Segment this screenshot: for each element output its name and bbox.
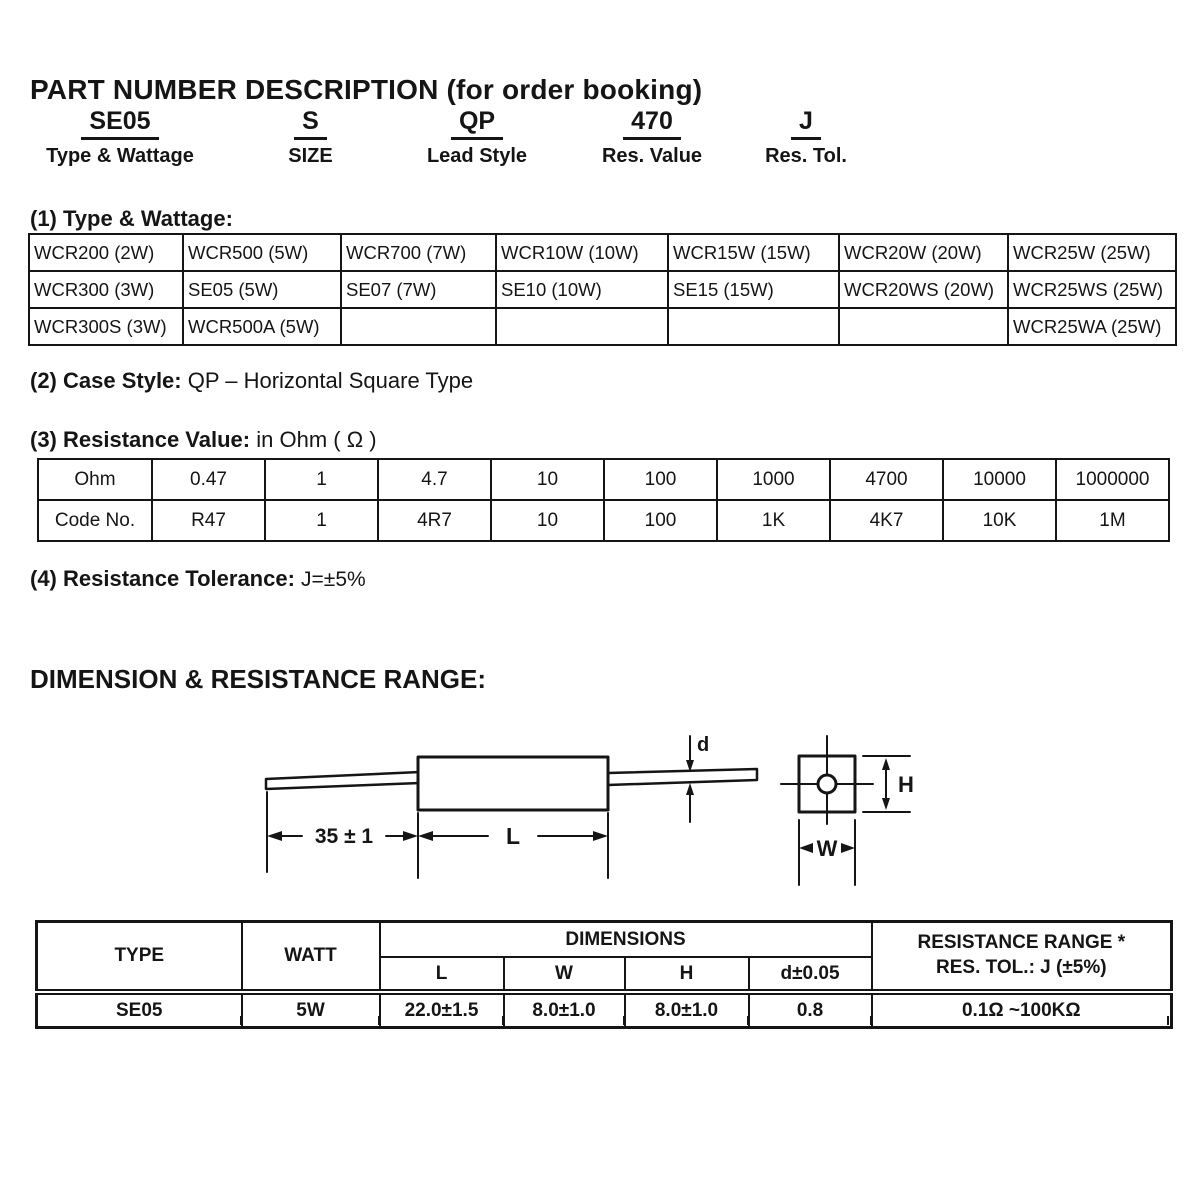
page-title: PART NUMBER DESCRIPTION (for order booking) (30, 74, 703, 105)
part-number-code: J (791, 108, 821, 140)
table-cell: WCR25WA (25W) (1008, 308, 1176, 345)
col-header-watt: WATT (242, 922, 380, 993)
table-cell: 1K (717, 500, 830, 541)
stub (870, 1016, 872, 1025)
resistance-value-note: in Ohm ( Ω ) (256, 427, 377, 452)
stub (1167, 1016, 1169, 1025)
cross-section-square (781, 736, 873, 824)
table-cell: WCR20WS (20W) (839, 271, 1008, 308)
type-wattage-heading: (1) Type & Wattage: (30, 206, 233, 231)
case-style-heading: (2) Case Style: (30, 368, 182, 393)
resistance-tolerance-value: J=±5% (301, 568, 366, 591)
table-cell: Code No. (38, 500, 152, 541)
table-cell: WCR10W (10W) (496, 234, 668, 271)
part-number-code: SE05 (81, 108, 158, 140)
table-cell: 4.7 (378, 459, 491, 500)
table-cell: SE07 (7W) (341, 271, 496, 308)
stub (747, 1016, 749, 1025)
table-cell: 100 (604, 459, 717, 500)
stub (378, 1016, 380, 1025)
table-cell: Ohm (38, 459, 152, 500)
part-number-label: SIZE (288, 144, 333, 167)
table-cell: WCR700 (7W) (341, 234, 496, 271)
table-cell: 100 (604, 500, 717, 541)
table-cell: SE15 (15W) (668, 271, 839, 308)
col-header-h: H (625, 957, 749, 992)
table-row (37, 992, 1172, 1028)
table-cell: 1M (1056, 500, 1169, 541)
spec-table (35, 920, 1173, 1029)
table-cell: 1 (265, 500, 378, 541)
col-header-d: d±0.05 (749, 957, 872, 992)
lead-left (266, 772, 420, 789)
body-length-label: L (505, 823, 521, 849)
cell-d: 0.8 (749, 992, 872, 1028)
table-cell: R47 (152, 500, 265, 541)
table-cell: 1000000 (1056, 459, 1169, 500)
type-wattage-table (28, 233, 1177, 346)
col-header-dimensions: DIMENSIONS (380, 922, 872, 958)
part-number-segment-size (228, 108, 393, 168)
part-number-code: S (294, 108, 327, 140)
table-cell: WCR200 (2W) (29, 234, 183, 271)
cell-resistance-range: 0.1Ω ~100KΩ (872, 992, 1172, 1028)
stub (502, 1016, 504, 1025)
table-cell: SE05 (5W) (183, 271, 341, 308)
cell-type: SE05 (37, 992, 242, 1028)
table-cell: 10K (943, 500, 1056, 541)
table-row (38, 500, 1169, 541)
table-cell: WCR500 (5W) (183, 234, 341, 271)
cell-watt: 5W (242, 992, 380, 1028)
table-row (29, 271, 1176, 308)
part-number-label: Type & Wattage (46, 144, 194, 167)
resistance-tolerance-heading: (4) Resistance Tolerance: (30, 566, 295, 591)
table-cell: WCR20W (20W) (839, 234, 1008, 271)
table-cell: WCR15W (15W) (668, 234, 839, 271)
height-label: H (898, 772, 914, 797)
col-header-type: TYPE (37, 922, 242, 993)
stub (35, 1016, 37, 1025)
case-style-value: QP – Horizontal Square Type (187, 368, 474, 393)
col-header-resistance-range (872, 922, 1172, 993)
stub (623, 1016, 625, 1025)
part-number-code: 470 (623, 108, 681, 140)
table-cell: 4700 (830, 459, 943, 500)
table-cell (668, 308, 839, 345)
part-number-segment-lead-style (393, 108, 561, 168)
part-number-label: Res. Value (601, 144, 703, 167)
resistor-body (418, 757, 608, 810)
table-cell: WCR300S (3W) (29, 308, 183, 345)
table-cell: 10 (491, 459, 604, 500)
table-cell: WCR25W (25W) (1008, 234, 1176, 271)
table-cell: 10000 (943, 459, 1056, 500)
table-cell: WCR300 (3W) (29, 271, 183, 308)
table-cell: WCR500A (5W) (183, 308, 341, 345)
dimension-section-heading: DIMENSION & RESISTANCE RANGE: (30, 664, 486, 694)
table-row (29, 308, 1176, 345)
resistance-value-table (37, 458, 1170, 542)
table-cell: 4R7 (378, 500, 491, 541)
part-number-code: QP (451, 108, 503, 140)
stub (240, 1016, 242, 1025)
table-cell: 1 (265, 459, 378, 500)
width-label: W (816, 836, 838, 861)
resistor-dimension-diagram (240, 720, 980, 900)
part-number-segment-type (30, 108, 210, 168)
lead-hole-icon (818, 775, 836, 793)
table-row (29, 234, 1176, 271)
table-cell: WCR25WS (25W) (1008, 271, 1176, 308)
resistance-range-line1: RESISTANCE RANGE * (917, 932, 1126, 954)
table-cell: 10 (491, 500, 604, 541)
table-cell: 1000 (717, 459, 830, 500)
table-cell: 0.47 (152, 459, 265, 500)
resistance-range-line2: RES. TOL.: J (±5%) (936, 957, 1107, 978)
part-number-segment-res-value (568, 108, 736, 168)
case-style-line (30, 368, 473, 394)
table-cell (839, 308, 1008, 345)
part-number-segment-res-tol (722, 108, 890, 168)
col-header-w: W (504, 957, 625, 992)
table-cell: SE10 (10W) (496, 271, 668, 308)
lead-diameter-label: d (697, 734, 710, 756)
table-cell: 4K7 (830, 500, 943, 541)
lead-length-label: 35 ± 1 (314, 825, 374, 848)
table-header-row (37, 922, 1172, 958)
lead-right (608, 769, 757, 785)
table-cell (341, 308, 496, 345)
part-number-label: Lead Style (426, 144, 528, 167)
cell-w: 8.0±1.0 (504, 992, 625, 1028)
resistance-value-heading: (3) Resistance Value: (30, 427, 251, 452)
resistance-tolerance-line (30, 566, 366, 592)
part-number-label: Res. Tol. (765, 144, 847, 167)
cell-h: 8.0±1.0 (625, 992, 749, 1028)
table-cell (496, 308, 668, 345)
col-header-l: L (380, 957, 504, 992)
cell-l: 22.0±1.5 (380, 992, 504, 1028)
table-row (38, 459, 1169, 500)
resistance-value-line (30, 427, 377, 453)
